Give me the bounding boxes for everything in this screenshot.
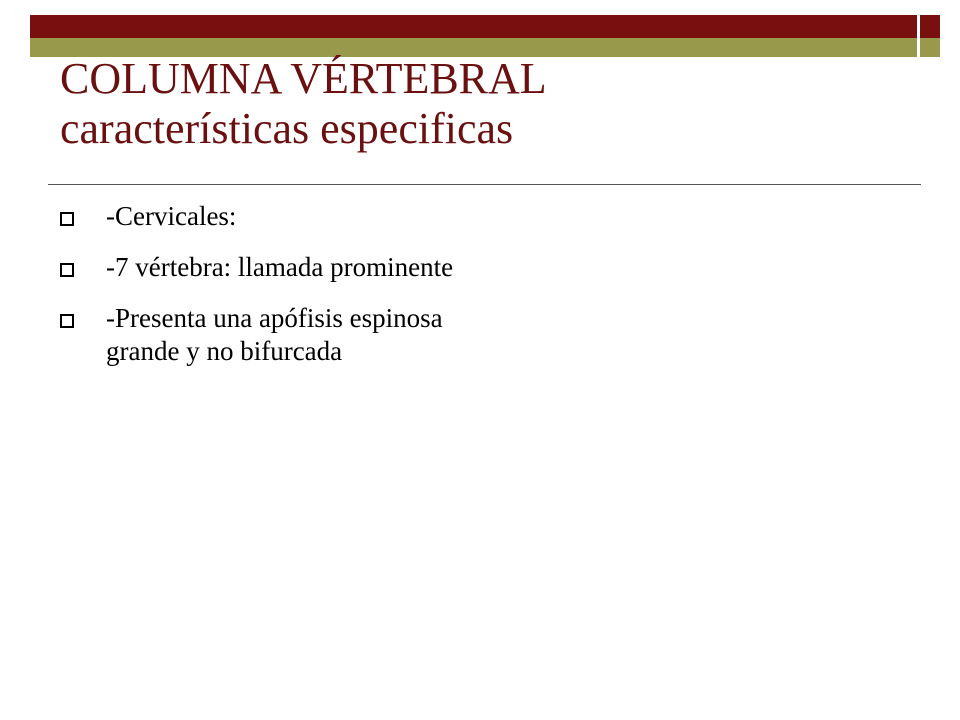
- top-decorative-bars: [0, 0, 960, 60]
- bullet-list: [60, 200, 480, 386]
- bullet-item: [60, 200, 480, 233]
- corner-square-maroon: [920, 15, 940, 38]
- hollow-square-bullet-icon: [60, 212, 74, 226]
- bullet-text: -Cervicales:: [106, 201, 237, 231]
- slide-title-line-1: COLUMNA VÉRTEBRAL: [60, 54, 547, 103]
- hollow-square-bullet-icon: [60, 263, 74, 277]
- bullet-item: [60, 302, 480, 368]
- maroon-band: [30, 15, 917, 38]
- title-divider: [48, 184, 921, 185]
- slide-title: [60, 54, 920, 154]
- slide-title-line-2: características especificas: [60, 104, 514, 153]
- bullet-text: -Presenta una apófisis espinosa grande y no bifurcada: [106, 303, 443, 366]
- corner-square-olive: [920, 38, 940, 57]
- bullet-item: [60, 251, 480, 284]
- bullet-text: -7 vértebra: llamada prominente: [106, 252, 454, 282]
- hollow-square-bullet-icon: [60, 314, 74, 328]
